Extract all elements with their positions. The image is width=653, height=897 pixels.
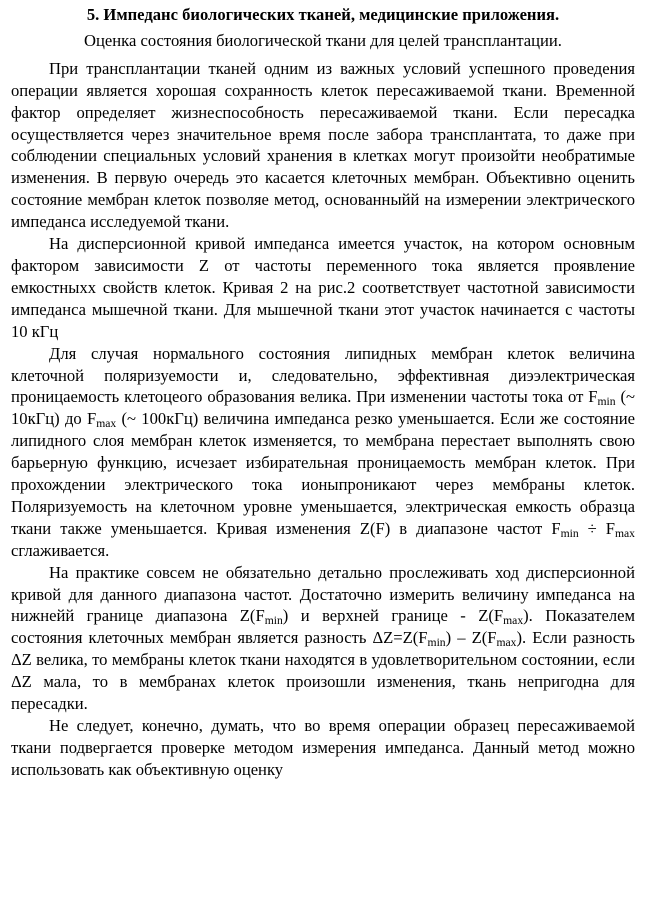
- subscript-max: max: [615, 526, 635, 540]
- paragraph-3-text-4: ÷ F: [578, 518, 615, 538]
- paragraph-3: [11, 343, 635, 562]
- subscript-min: min: [264, 614, 283, 628]
- paragraph-4-text-1: На практике совсем не обязательно детально прослеживать ход дисперсионной кривой для данного диапазона частот. Достаточно измерить величину импеданса на нижнейй границе диапазона Z(F: [11, 562, 635, 626]
- section-heading: 5. Импеданс биологических тканей, медицинские приложения.: [86, 5, 560, 24]
- paragraph-3-text-5: сглаживается.: [11, 540, 110, 560]
- subscript-min: min: [560, 526, 579, 540]
- subscript-min: min: [597, 395, 616, 409]
- section-subheading: Оценка состояния биологической ткани для целей трансплантации.: [84, 30, 562, 50]
- paragraph-4-text-2: ) и верхней границе - Z(F: [282, 606, 504, 626]
- paragraph-2: На дисперсионной кривой импеданса имеется участок, на котором основным фактором зависимости Z от частоты переменного тока является проявление емкостныхх свойств клеток. Кривая 2 на рис.2 соответствует частотной зависимости импеданса мышечной ткани. Для мышечной ткани этот участок начинается с частоты 10 кГц: [11, 234, 635, 341]
- subscript-min: min: [427, 636, 446, 650]
- paragraph-4-text-4: ) – Z(F: [445, 628, 497, 648]
- subscript-max: max: [496, 636, 517, 650]
- paragraph-3-text-2: (~ 10кГц) до F: [11, 387, 636, 429]
- paragraph-4-text-5: ). Если разность ΔZ велика, то мембраны клеток ткани находятся в удовлетворительном состоянии, если ΔZ мала, то в мембранах клеток произошли изменения, ткань непригодна для пересадки.: [11, 628, 635, 714]
- paragraph-5: Не следует, конечно, думать, что во время операции образец пересаживаемой ткани подвергается проверке методом измерения импеданса. Данный метод можно использовать как объективную оценку: [11, 716, 635, 779]
- subscript-max: max: [96, 417, 117, 431]
- subscript-max: max: [503, 614, 524, 628]
- paragraph-3-text-1: Для случая нормального состояния липидных мембран клеток величина клеточной поляризуемости и, следовательно, эффективная диээлектрическая проницаемость клетоцеого образования велика. При изменении частоты тока от F: [11, 343, 635, 407]
- paragraph-3-text-3: (~ 100кГц) величина импеданса резко уменьшается. Если же состояние липидного слоя мембран клеток изменяется, то мембрана перестает выполнять свою барьерную функцию, исчезает избирательная проницаемость мембран клеток. При прохождении электрического тока ионыпроникают через мембраны клеток. Поляризуемость на клеточном уровне уменьшается, электрическая емкость образца ткани также уменьшается. Кривая изменения Z(F) в диапазоне частот F: [11, 409, 635, 538]
- paragraph-4: [11, 562, 635, 715]
- paragraph-4-text-3: ). Показателем состояния клеточных мембран является разность ΔZ=Z(F: [11, 606, 635, 648]
- paragraph-1: При трансплантации тканей одним из важных условий успешного проведения операции является хорошая сохранность клеток пересаживаемой ткани. Временной фактор определяет жизнеспособность пересаживаемой ткани. Если пересадка осуществляется через значительное время после забора трансплантата, то даже при соблюдении специальных условий хранения в клетках могут произойти необратимые изменения. В первую очередь это касается клеточных мембран. Объективно оценить состояние мембран клеток позволяе метод, основанныйй на измерении электрического импеданса исследуемой ткани.: [11, 58, 635, 232]
- document-page: [11, 4, 635, 781]
